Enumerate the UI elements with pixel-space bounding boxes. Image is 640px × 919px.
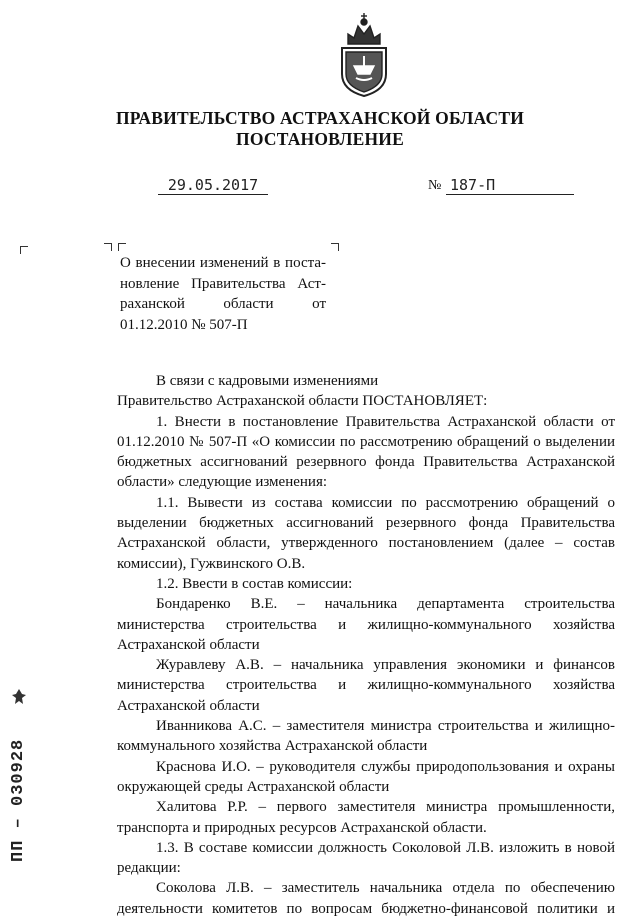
document-date: 29.05.2017 bbox=[158, 176, 268, 195]
document-number: 187-П bbox=[446, 176, 574, 195]
paragraph-last: Соколова Л.В. – заместитель начальника отдела по обеспечению деятельности комитетов по вопросам бюджетно-финансовой политики и bbox=[117, 880, 615, 917]
corner-mark bbox=[331, 243, 339, 251]
member-entry: Краснова И.О. – руководителя службы природопользования и охраны окружающей среды Астраханской области bbox=[117, 758, 615, 795]
member-entry: Иванникова А.С. – заместителя министра строительства и жилищно-коммунального хозяйства Астраханской области bbox=[117, 718, 615, 755]
corner-mark bbox=[118, 243, 126, 251]
paragraph-1: 1. Внести в постановление Правительства Астраханской области от 01.12.2010 № 507-П «О комиссии по рассмотрению обращений о выделении бюджетных ассигнований резервного фонда Правительства Астраханской области» следующие изменения: bbox=[117, 413, 615, 491]
subject-line: О внесении изменений в поста- bbox=[120, 255, 326, 271]
member-entry: Халитова Р.Р. – первого заместителя министра промышленности, транспорта и природных ресурсов Астраханской области. bbox=[117, 799, 615, 836]
margin-serial-block bbox=[3, 696, 35, 866]
coat-of-arms-emblem bbox=[334, 8, 394, 98]
document-subject bbox=[120, 253, 326, 335]
document-type: ПОСТАНОВЛЕНИЕ bbox=[236, 129, 404, 149]
intro-line: В связи с кадровыми изменениями bbox=[156, 373, 379, 389]
corner-mark bbox=[104, 243, 112, 251]
number-label: № bbox=[428, 178, 442, 193]
subject-line: раханской области от bbox=[120, 296, 326, 312]
corner-mark bbox=[20, 246, 28, 254]
member-entry: Бондаренко В.Е. – начальника департамента строительства министерства строительства и жилищно-коммунального хозяйства Астраханской области bbox=[117, 596, 615, 653]
paragraph-1-3: 1.3. В составе комиссии должность Соколовой Л.В. изложить в новой редакции: bbox=[117, 839, 615, 877]
margin-serial-number: ПП – 030928 bbox=[9, 738, 28, 862]
paragraph-1-2: 1.2. Ввести в состав комиссии: bbox=[156, 575, 353, 592]
intro-line: Правительство Астраханской области ПОСТАНОВЛЯЕТ: bbox=[117, 393, 488, 410]
document-body bbox=[117, 371, 615, 919]
member-entry: Журавлеву А.В. – начальника управления экономики и финансов министерства строительства и жилищно-коммунального хозяйства Астраханской области bbox=[117, 657, 615, 714]
subject-line: 01.12.2010 № 507-П bbox=[120, 316, 248, 333]
org-title: ПРАВИТЕЛЬСТВО АСТРАХАНСКОЙ ОБЛАСТИ bbox=[115, 108, 525, 128]
paragraph-1-1: 1.1. Вывести из состава комиссии по рассмотрению обращений о выделении бюджетных ассигнований резервного фонда Правительства Астраханской области, утвержденного постановлением (далее – состав комиссии), Гужвинского О.В. bbox=[117, 494, 615, 572]
ornament-icon bbox=[11, 688, 27, 706]
subject-line: новление Правительства Аст- bbox=[120, 275, 326, 292]
